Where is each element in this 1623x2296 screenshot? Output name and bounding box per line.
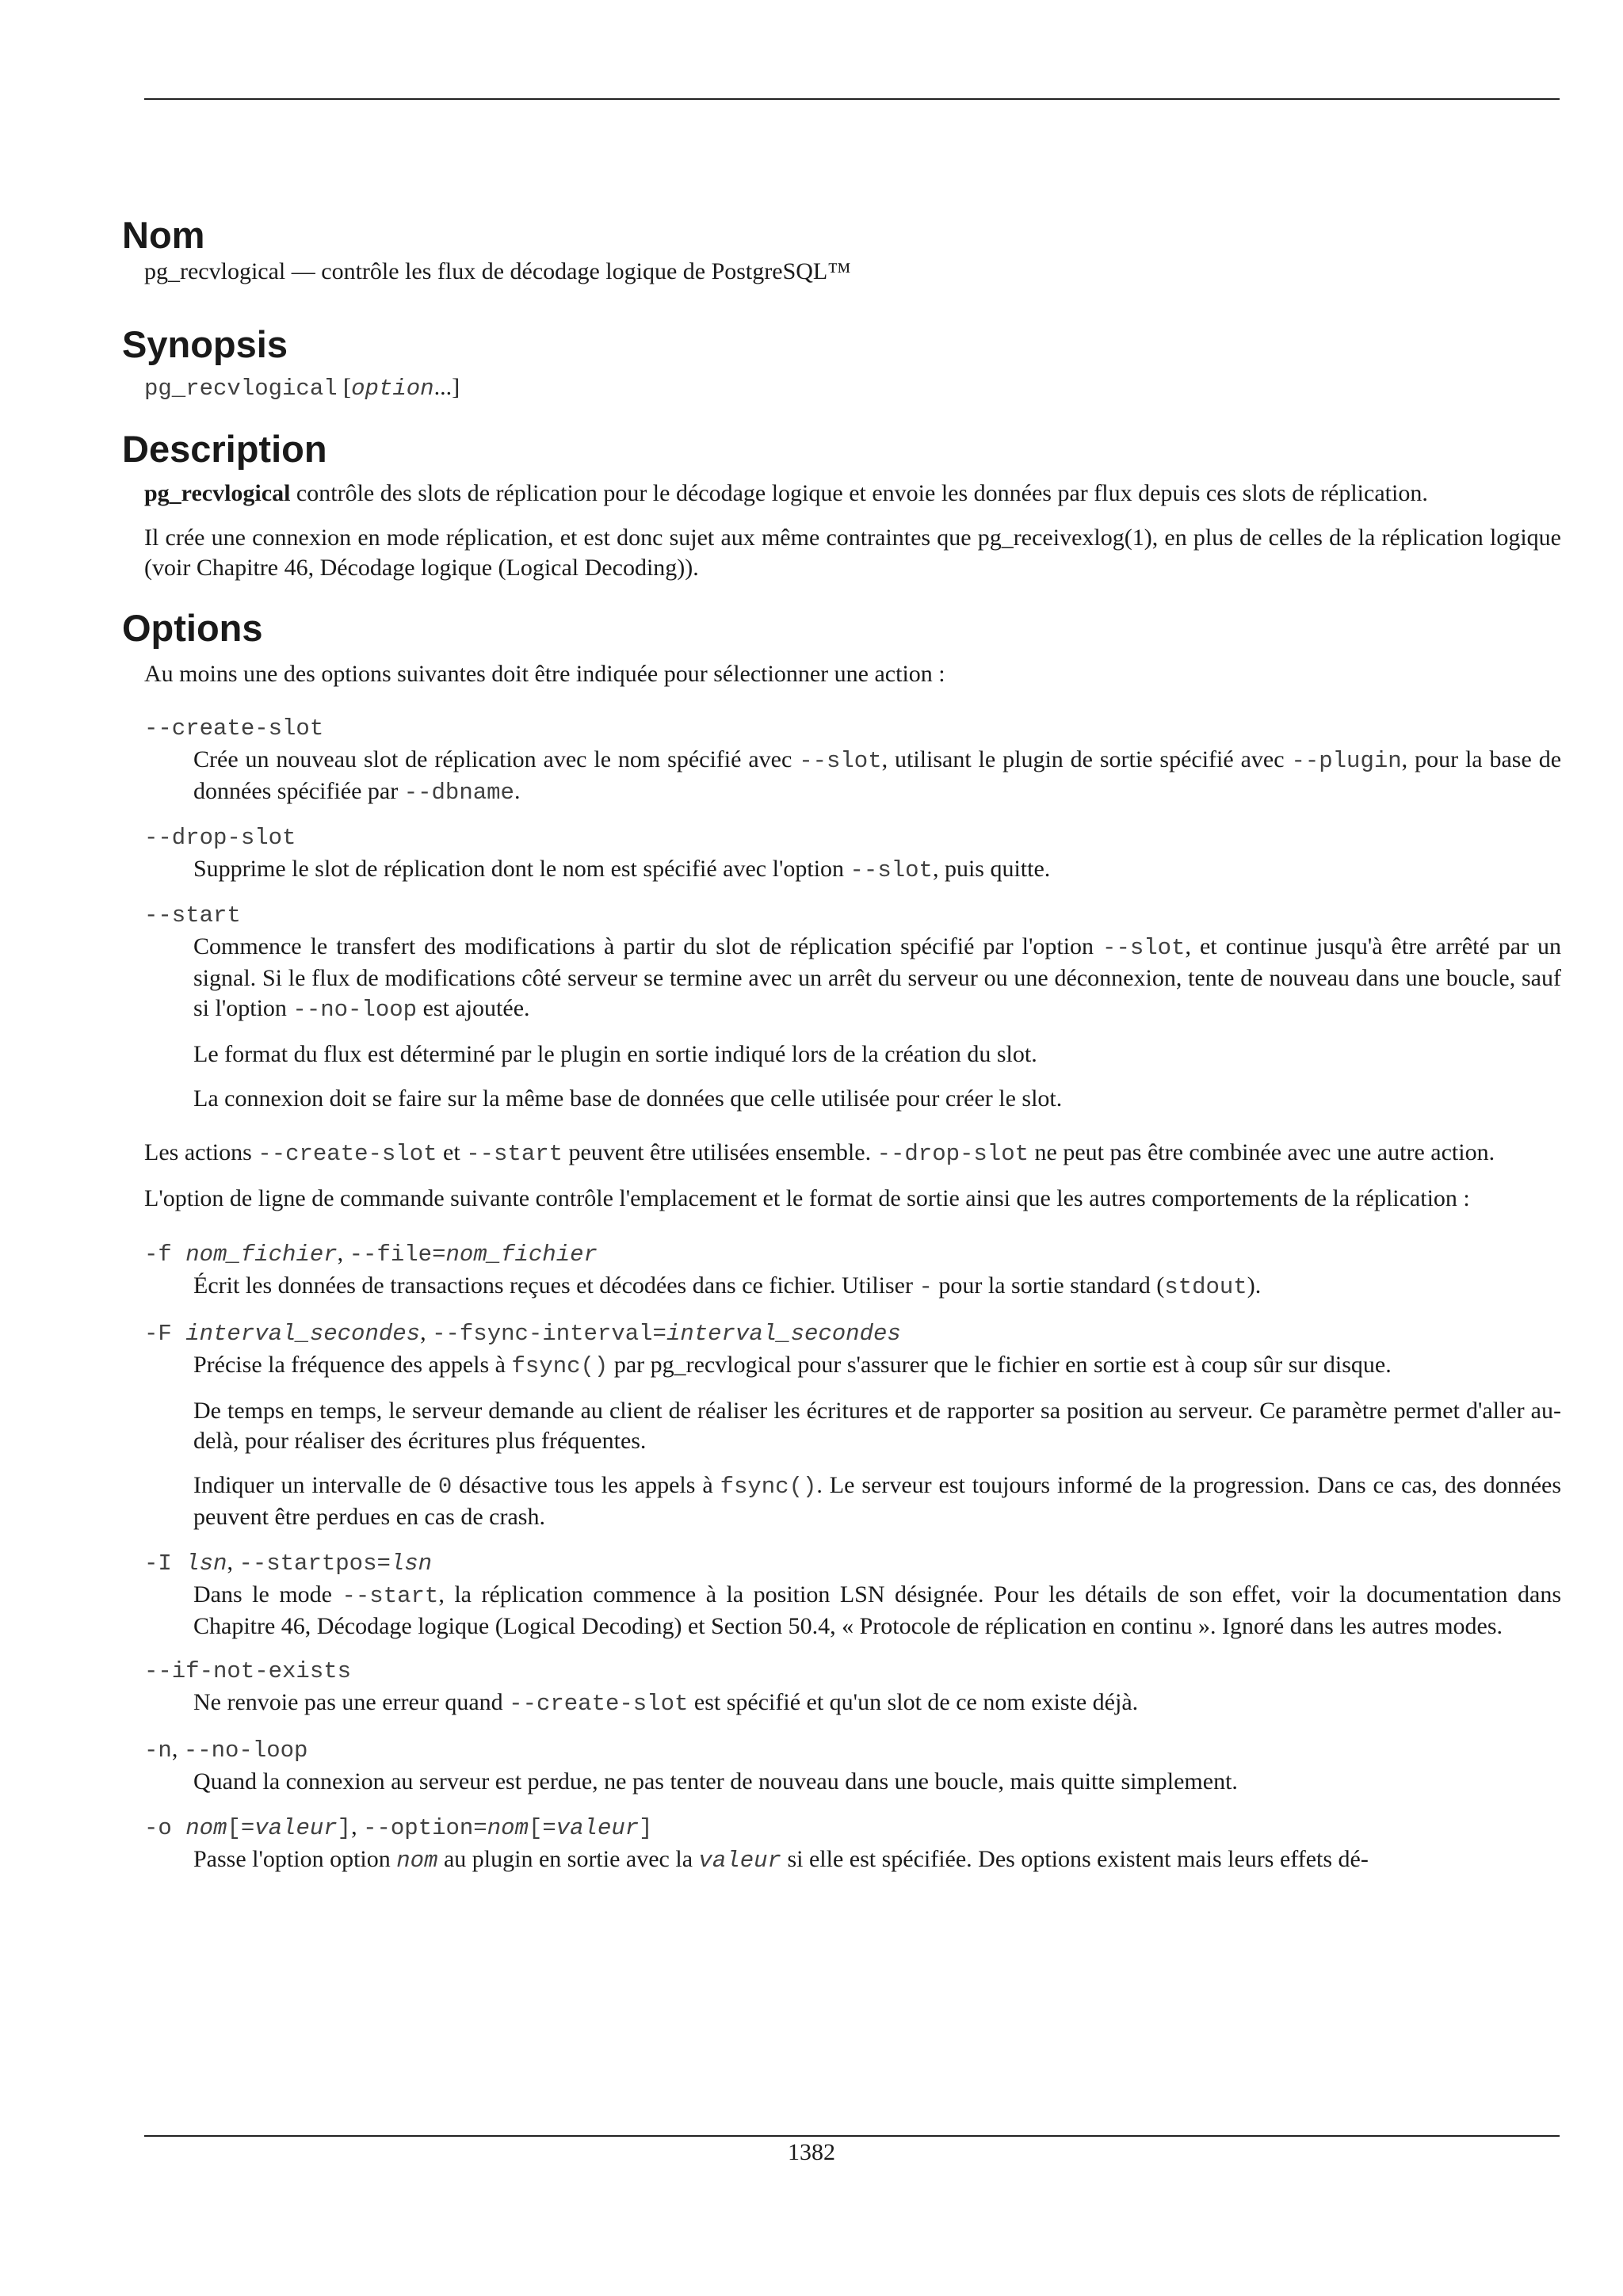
term-option bbox=[144, 1811, 1561, 1844]
code: --slot bbox=[1102, 935, 1186, 962]
text: par pg_recvlogical pour s'assurer que le fichier en sortie est à coup sûr sur disque. bbox=[608, 1352, 1392, 1379]
header-rule bbox=[144, 98, 1560, 100]
text: au plugin en sortie avec la bbox=[437, 1846, 699, 1873]
code: --dbname bbox=[403, 780, 514, 807]
description-p2: Il crée une connexion en mode réplication, et est donc sujet aux même contraintes que pg_receivexlog(1), en plus de celles de la réplication logique (voir Chapitre 46, Décodage logique (Logical Decoding)). bbox=[144, 524, 1561, 582]
def-start bbox=[193, 932, 1561, 1025]
code: --drop-slot bbox=[876, 1141, 1029, 1168]
text: ). bbox=[1247, 1272, 1262, 1299]
text: Précise la fréquence des appels à bbox=[193, 1352, 512, 1379]
code: -f bbox=[144, 1241, 186, 1268]
code: --start bbox=[342, 1583, 439, 1610]
text: , utilisant le plugin de sortie spécifié avec bbox=[881, 746, 1292, 773]
term-create-slot: --create-slot bbox=[144, 715, 324, 742]
code: --create-slot bbox=[509, 1691, 689, 1718]
text: est ajoutée. bbox=[417, 995, 530, 1022]
text: si elle est spécifiée. Des options existent mais leurs effets dé- bbox=[781, 1846, 1369, 1873]
def-option bbox=[193, 1844, 1561, 1876]
description-p1 bbox=[144, 479, 1561, 509]
code: --no-loop bbox=[292, 997, 418, 1024]
options-intro2: L'option de ligne de commande suivante contrôle l'emplacement et le format de sortie ainsi que les autres comportements de la réplication : bbox=[144, 1185, 1470, 1212]
code: stdout bbox=[1164, 1274, 1247, 1301]
term-no-loop bbox=[144, 1733, 1561, 1767]
def-fsync-interval bbox=[193, 1350, 1561, 1382]
code-arg: nom bbox=[396, 1848, 438, 1875]
def-start-p2: Le format du flux est déterminé par le plugin en sortie indiqué lors de la création du slot. bbox=[193, 1041, 1037, 1068]
code-arg: nom bbox=[185, 1815, 227, 1842]
synopsis-cmd: pg_recvlogical bbox=[144, 376, 338, 402]
code-arg: nom bbox=[487, 1815, 529, 1842]
code: --startpos= bbox=[239, 1550, 391, 1577]
heading-description: Description bbox=[122, 428, 327, 471]
code-arg: nom_fichier bbox=[185, 1241, 338, 1268]
term-if-not-exists: --if-not-exists bbox=[144, 1658, 352, 1685]
code: ] bbox=[639, 1815, 653, 1842]
sep: , bbox=[227, 1549, 239, 1576]
text: et bbox=[437, 1139, 467, 1166]
text: . Le serveur est toujours informé de la progression. Dans ce cas, des données peuvent être perdues en cas de crash. bbox=[193, 1472, 1561, 1531]
code: [= bbox=[528, 1815, 556, 1842]
def-fsync-p3 bbox=[193, 1470, 1561, 1532]
code: -F bbox=[144, 1321, 186, 1348]
code: - bbox=[918, 1274, 933, 1301]
page-number: 1382 bbox=[788, 2139, 835, 2165]
code: fsync() bbox=[720, 1474, 817, 1501]
synopsis-line bbox=[144, 372, 1561, 404]
synopsis-ellipsis: ... bbox=[433, 374, 453, 401]
code: --create-slot bbox=[258, 1141, 437, 1168]
synopsis-bracket-open: [ bbox=[337, 374, 352, 401]
code: --no-loop bbox=[183, 1737, 308, 1764]
code: [= bbox=[227, 1815, 255, 1842]
text: , pour la base de données spécifiée par bbox=[193, 746, 1562, 805]
nom-text: pg_recvlogical — contrôle les flux de décodage logique de PostgreSQL™ bbox=[144, 258, 851, 285]
text: peuvent être utilisées ensemble. bbox=[563, 1139, 877, 1166]
code: -I bbox=[144, 1550, 186, 1577]
def-create-slot bbox=[193, 745, 1561, 808]
code: fsync() bbox=[511, 1353, 609, 1380]
options-intro: Au moins une des options suivantes doit être indiquée pour sélectionner une action : bbox=[144, 661, 945, 688]
text: pour la sortie standard ( bbox=[932, 1272, 1165, 1299]
code: --slot bbox=[799, 748, 882, 775]
code: --plugin bbox=[1291, 748, 1402, 775]
code: --option= bbox=[363, 1815, 487, 1842]
term-start: --start bbox=[144, 902, 241, 929]
code-arg: nom_fichier bbox=[445, 1241, 598, 1268]
code-arg: interval_secondes bbox=[185, 1321, 421, 1348]
def-file bbox=[193, 1271, 1561, 1302]
text: , la réplication commence à la position LSN désignée. Pour les détails de son effet, voir la documentation dans Chapitre 46, Décodage logique (Logical Decoding) et Section 50.4, « Protocole de réplication en continu ». Ignoré dans les autres modes. bbox=[193, 1581, 1561, 1640]
code-arg: valeur bbox=[698, 1848, 781, 1875]
options-combine bbox=[144, 1138, 1561, 1169]
code: 0 bbox=[437, 1474, 453, 1501]
text: Commence le transfert des modifications à partir du slot de réplication spécifié par l'option bbox=[193, 933, 1103, 960]
term-drop-slot: --drop-slot bbox=[144, 825, 296, 852]
text: est spécifié et qu'un slot de ce nom existe déjà. bbox=[688, 1689, 1139, 1716]
description-p1-text: contrôle des slots de réplication pour le décodage logique et envoie les données par flux depuis ces slots de réplication. bbox=[290, 480, 1428, 507]
code-arg: lsn bbox=[185, 1550, 227, 1577]
code: ] bbox=[337, 1815, 352, 1842]
synopsis-option: option bbox=[351, 376, 434, 402]
def-drop-slot bbox=[193, 854, 1561, 886]
code: -o bbox=[144, 1815, 186, 1842]
term-file bbox=[144, 1238, 1561, 1271]
heading-options: Options bbox=[122, 607, 263, 650]
code-arg: interval_secondes bbox=[666, 1321, 901, 1348]
description-cmd: pg_recvlogical bbox=[144, 480, 291, 507]
code: --fsync-interval= bbox=[432, 1321, 666, 1348]
sep: , bbox=[420, 1319, 433, 1346]
sep: , bbox=[337, 1240, 349, 1267]
text: Crée un nouveau slot de réplication avec le nom spécifié avec bbox=[193, 746, 800, 773]
text: désactive tous les appels à bbox=[452, 1472, 720, 1499]
term-fsync-interval bbox=[144, 1317, 1561, 1350]
page-content bbox=[122, 214, 1561, 1876]
heading-nom: Nom bbox=[122, 214, 205, 256]
def-no-loop: Quand la connexion au serveur est perdue, ne pas tenter de nouveau dans une boucle, mais quitte simplement. bbox=[193, 1768, 1238, 1795]
text: Passe l'option option bbox=[193, 1846, 397, 1873]
text: Ne renvoie pas une erreur quand bbox=[193, 1689, 510, 1716]
text: Indiquer un intervalle de bbox=[193, 1472, 438, 1499]
def-fsync-p2: De temps en temps, le serveur demande au client de réaliser les écritures et de rapporter sa position au serveur. Ce paramètre permet d'aller au-delà, pour réaliser des écritures plus fréquentes. bbox=[193, 1398, 1561, 1455]
text: Écrit les données de transactions reçues et décodées dans ce fichier. Utiliser bbox=[193, 1272, 919, 1299]
text: , et continue jusqu'à être arrêté par un signal. Si le flux de modifications côté serveur se termine avec un arrêt du serveur ou une déconnexion, tente de nouveau dans une boucle, sauf si l'option bbox=[193, 933, 1561, 1022]
code: --start bbox=[466, 1141, 563, 1168]
code-arg: valeur bbox=[556, 1815, 640, 1842]
heading-synopsis: Synopsis bbox=[122, 323, 288, 366]
code-arg: valeur bbox=[254, 1815, 338, 1842]
text: ne peut pas être combinée avec une autre action. bbox=[1029, 1139, 1495, 1166]
def-startpos bbox=[193, 1580, 1561, 1642]
text: Dans le mode bbox=[193, 1581, 342, 1608]
code: -n bbox=[144, 1737, 172, 1764]
footer-rule bbox=[144, 2135, 1560, 2137]
sep: , bbox=[171, 1736, 184, 1763]
sep: , bbox=[351, 1814, 364, 1840]
code: --slot bbox=[850, 857, 933, 884]
text: . bbox=[514, 778, 521, 805]
term-startpos bbox=[144, 1547, 1561, 1580]
text: Supprime le slot de réplication dont le nom est spécifié avec l'option bbox=[193, 856, 850, 883]
synopsis-bracket-close: ] bbox=[452, 374, 460, 401]
def-start-p3: La connexion doit se faire sur la même base de données que celle utilisée pour créer le slot. bbox=[193, 1085, 1063, 1112]
code-arg: lsn bbox=[390, 1550, 433, 1577]
text: , puis quitte. bbox=[932, 856, 1051, 883]
code: --file= bbox=[349, 1241, 446, 1268]
text: Les actions bbox=[144, 1139, 258, 1166]
def-if-not-exists bbox=[193, 1688, 1561, 1719]
